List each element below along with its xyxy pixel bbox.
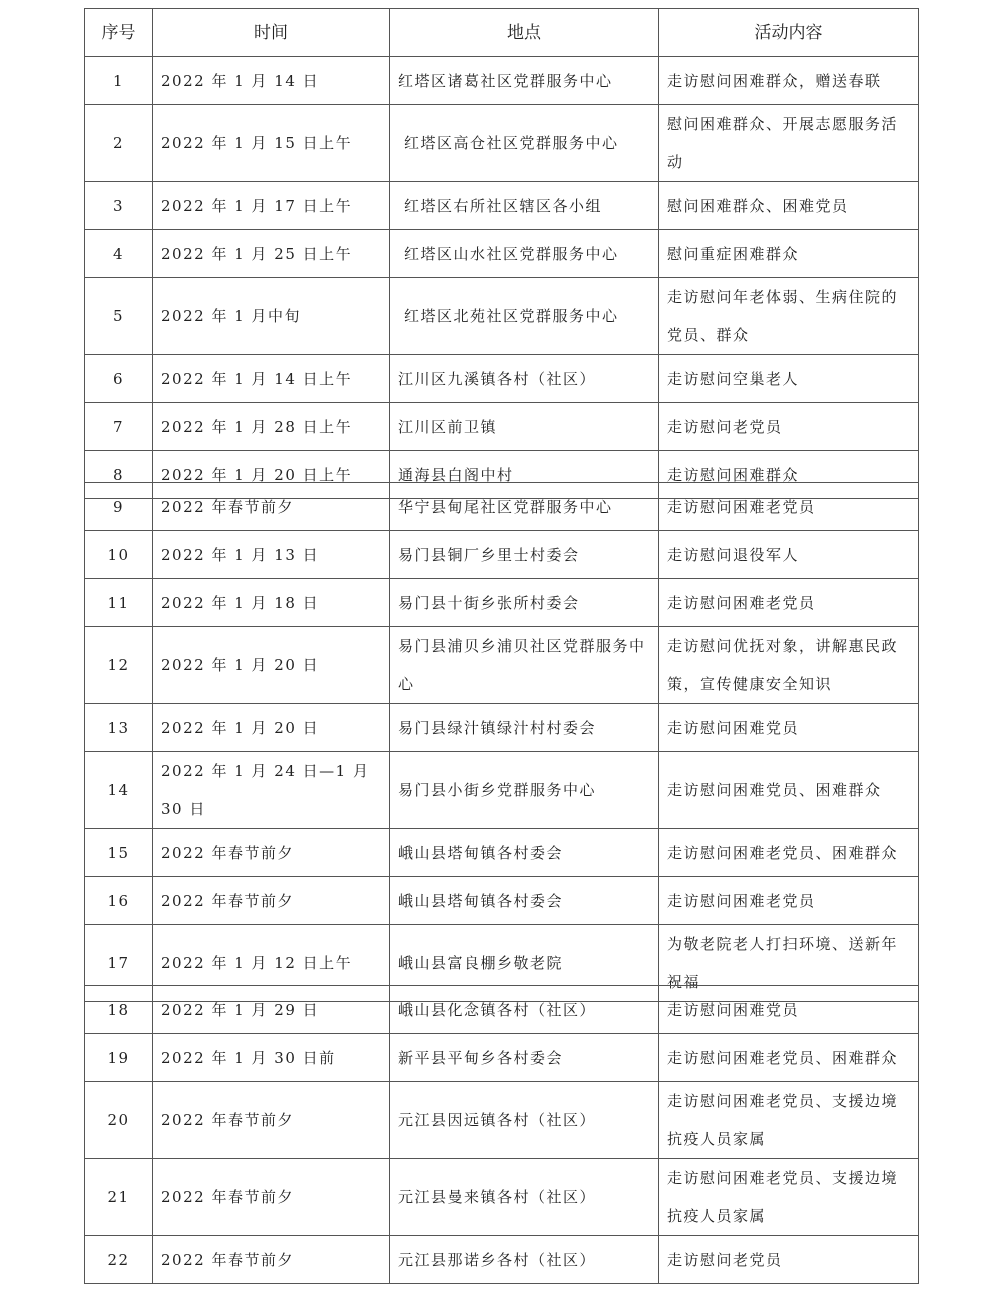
cell-place: 易门县浦贝乡浦贝社区党群服务中心 [390,627,659,704]
cell-time: 2022 年春节前夕 [153,1236,390,1284]
cell-time: 2022 年 1 月 14 日上午 [153,355,390,403]
cell-time: 2022 年 1 月 25 日上午 [153,230,390,278]
cell-place: 华宁县甸尾社区党群服务中心 [390,483,659,531]
cell-place: 峨山县化念镇各村（社区） [390,986,659,1034]
cell-time: 2022 年春节前夕 [153,1082,390,1159]
cell-time: 2022 年 1 月 20 日上午 [153,451,390,499]
cell-content: 走访慰问困难老党员、支援边境抗疫人员家属 [659,1159,919,1236]
cell-time: 2022 年 1 月 17 日上午 [153,182,390,230]
cell-no: 8 [85,451,153,499]
header-content: 活动内容 [659,9,919,57]
table-row [85,1034,919,1082]
cell-no: 2 [85,105,153,182]
table-row [85,704,919,752]
cell-time: 2022 年 1 月 20 日 [153,627,390,704]
table-header-row [85,9,919,57]
cell-place: 江川区九溪镇各村（社区） [390,355,659,403]
cell-no: 15 [85,829,153,877]
cell-time: 2022 年 1 月 18 日 [153,579,390,627]
cell-place: 易门县铜厂乡里士村委会 [390,531,659,579]
table-row [85,57,919,105]
cell-no: 18 [85,986,153,1034]
table-row [85,986,919,1034]
cell-time: 2022 年 1 月中旬 [153,278,390,355]
cell-content: 走访慰问困难老党员 [659,483,919,531]
cell-time: 2022 年 1 月 14 日 [153,57,390,105]
activity-table-part-3 [84,985,919,1284]
activity-table-part-2 [84,482,919,1002]
table-row [85,829,919,877]
cell-content: 慰问重症困难群众 [659,230,919,278]
cell-time: 2022 年春节前夕 [153,877,390,925]
cell-place: 红塔区诸葛社区党群服务中心 [390,57,659,105]
cell-time: 2022 年春节前夕 [153,1159,390,1236]
cell-no: 19 [85,1034,153,1082]
cell-content: 走访慰问困难群众，赠送春联 [659,57,919,105]
cell-no: 14 [85,752,153,829]
table-row [85,105,919,182]
cell-content: 走访慰问老党员 [659,403,919,451]
table-row [85,627,919,704]
table-row [85,1236,919,1284]
table-row [85,752,919,829]
cell-no: 22 [85,1236,153,1284]
cell-time: 2022 年春节前夕 [153,829,390,877]
cell-no: 4 [85,230,153,278]
cell-time: 2022 年 1 月 24 日—1 月 30 日 [153,752,390,829]
table-row [85,877,919,925]
cell-time: 2022 年 1 月 28 日上午 [153,403,390,451]
table-row [85,531,919,579]
table-row [85,355,919,403]
activity-table-part-1 [84,8,919,499]
header-no: 序号 [85,9,153,57]
cell-time: 2022 年 1 月 15 日上午 [153,105,390,182]
cell-time: 2022 年 1 月 13 日 [153,531,390,579]
cell-place: 易门县小街乡党群服务中心 [390,752,659,829]
cell-time: 2022 年 1 月 20 日 [153,704,390,752]
cell-place: 红塔区右所社区辖区各小组 [390,182,659,230]
cell-no: 20 [85,1082,153,1159]
cell-place: 江川区前卫镇 [390,403,659,451]
cell-time: 2022 年 1 月 30 日前 [153,1034,390,1082]
cell-no: 3 [85,182,153,230]
cell-no: 21 [85,1159,153,1236]
cell-content: 走访慰问困难党员 [659,704,919,752]
header-place: 地点 [390,9,659,57]
table-row [85,230,919,278]
cell-place: 元江县那诺乡各村（社区） [390,1236,659,1284]
table-row [85,182,919,230]
cell-place: 元江县曼来镇各村（社区） [390,1159,659,1236]
cell-content: 走访慰问空巢老人 [659,355,919,403]
cell-no: 13 [85,704,153,752]
cell-time: 2022 年 1 月 12 日上午 [153,925,390,1002]
header-time: 时间 [153,9,390,57]
cell-place: 新平县平甸乡各村委会 [390,1034,659,1082]
cell-content: 慰问困难群众、困难党员 [659,182,919,230]
table-row [85,1082,919,1159]
cell-no: 16 [85,877,153,925]
cell-no: 10 [85,531,153,579]
cell-place: 红塔区高仓社区党群服务中心 [390,105,659,182]
cell-content: 走访慰问年老体弱、生病住院的党员、群众 [659,278,919,355]
cell-no: 17 [85,925,153,1002]
cell-no: 11 [85,579,153,627]
cell-content: 走访慰问退役军人 [659,531,919,579]
cell-content: 走访慰问困难老党员 [659,579,919,627]
cell-content: 走访慰问困难党员 [659,986,919,1034]
cell-place: 峨山县塔甸镇各村委会 [390,829,659,877]
cell-content: 走访慰问优抚对象，讲解惠民政策，宣传健康安全知识 [659,627,919,704]
cell-no: 5 [85,278,153,355]
table-row [85,278,919,355]
table-row [85,483,919,531]
cell-content: 走访慰问老党员 [659,1236,919,1284]
cell-place: 通海县白阁中村 [390,451,659,499]
cell-no: 9 [85,483,153,531]
cell-no: 6 [85,355,153,403]
cell-no: 1 [85,57,153,105]
cell-content: 走访慰问困难老党员、困难群众 [659,1034,919,1082]
cell-no: 7 [85,403,153,451]
cell-place: 易门县绿汁镇绿汁村村委会 [390,704,659,752]
cell-place: 峨山县富良棚乡敬老院 [390,925,659,1002]
table-row [85,1159,919,1236]
cell-content: 慰问困难群众、开展志愿服务活动 [659,105,919,182]
cell-place: 元江县因远镇各村（社区） [390,1082,659,1159]
cell-place: 红塔区北苑社区党群服务中心 [390,278,659,355]
cell-content: 走访慰问困难老党员、困难群众 [659,829,919,877]
cell-content: 走访慰问困难老党员、支援边境抗疫人员家属 [659,1082,919,1159]
cell-place: 红塔区山水社区党群服务中心 [390,230,659,278]
cell-content: 走访慰问困难群众 [659,451,919,499]
cell-place: 峨山县塔甸镇各村委会 [390,877,659,925]
table-row [85,403,919,451]
cell-content: 走访慰问困难党员、困难群众 [659,752,919,829]
cell-content: 走访慰问困难老党员 [659,877,919,925]
table-row [85,579,919,627]
cell-place: 易门县十街乡张所村委会 [390,579,659,627]
cell-no: 12 [85,627,153,704]
cell-time: 2022 年 1 月 29 日 [153,986,390,1034]
cell-content: 为敬老院老人打扫环境、送新年祝福 [659,925,919,1002]
cell-time: 2022 年春节前夕 [153,483,390,531]
